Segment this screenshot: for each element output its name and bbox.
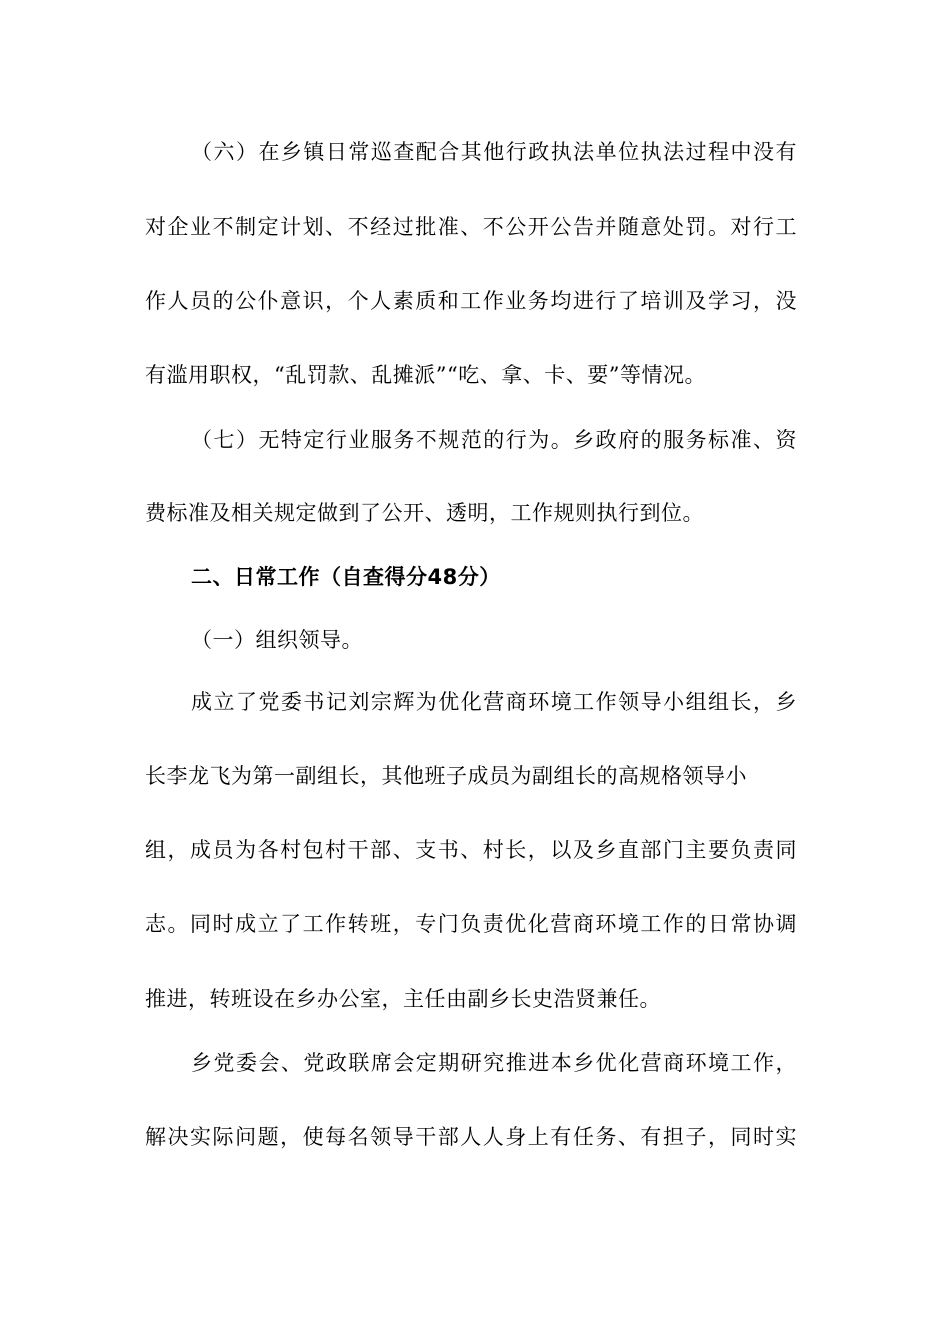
- text-line-13: 推进，转班设在乡办公室，主任由副乡长史浩贤兼任。: [145, 987, 661, 1011]
- text-line-3: 作人员的公仆意识，个人素质和工作业务均进行了培训及学习，没: [145, 289, 797, 313]
- text-line-5: （七）无特定行业服务不规范的行为。乡政府的服务标准、资: [191, 428, 797, 452]
- text-line-2: 对企业不制定计划、不经过批准、不公开公告并随意处罚。对行工: [145, 215, 797, 239]
- text-line-1: （六）在乡镇日常巡查配合其他行政执法单位执法过程中没有: [191, 140, 797, 164]
- text-line-10: 长李龙飞为第一副组长，其他班子成员为副组长的高规格领导小: [145, 764, 747, 788]
- section-heading: 二、日常工作（自查得分48分）: [191, 565, 501, 589]
- text-line-11: 组，成员为各村包村干部、支书、村长，以及乡直部门主要负责同: [145, 838, 797, 862]
- text-line-14: 乡党委会、党政联席会定期研究推进本乡优化营商环境工作，: [191, 1051, 797, 1075]
- text-line-6: 费标准及相关规定做到了公开、透明，工作规则执行到位。: [145, 501, 704, 525]
- subsection-heading: （一）组织领导。: [191, 628, 363, 652]
- text-line-12: 志。同时成立了工作转班，专门负责优化营商环境工作的日常协调: [145, 912, 797, 936]
- text-line-4: 有滥用职权，“乱罚款、乱摊派”“吃、拿、卡、要”等情况。: [145, 363, 706, 387]
- text-line-9: 成立了党委书记刘宗辉为优化营商环境工作领导小组组长，乡: [191, 690, 797, 714]
- text-line-15: 解决实际问题，使每名领导干部人人身上有任务、有担子，同时实: [145, 1125, 797, 1149]
